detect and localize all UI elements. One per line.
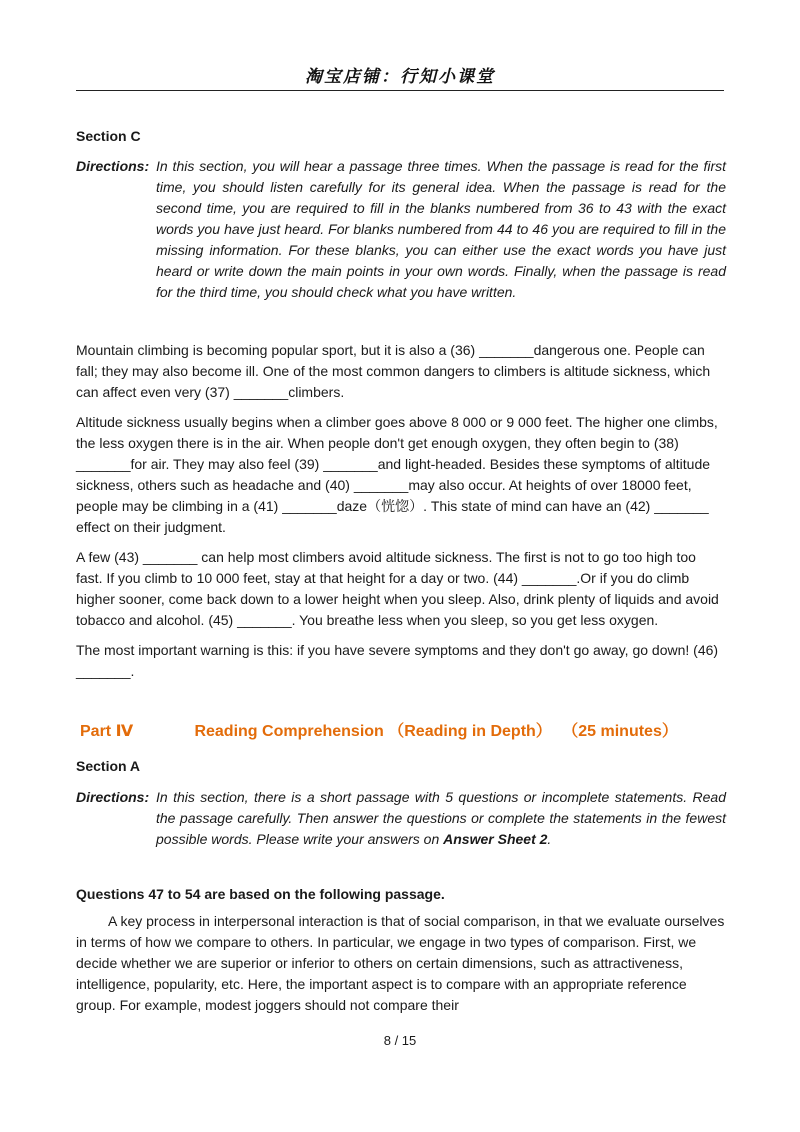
part-4-heading [80, 718, 678, 741]
part-title: Reading Comprehension （Reading in Depth） [194, 723, 552, 740]
reading-paragraph-1: A key process in interpersonal interaction is that of social comparison, in that we evaluate ourselves in terms of how we compare to others. In particular, we engage in two types of comparison. First, we decide whether we are superior or inferior to others on certain dimensions, such as attractiveness, intelligence, popularity, etc. Here, the important aspect is to compare with an appropriate reference group. For example, modest joggers should not compare their [76, 913, 725, 1013]
passage-paragraph-1: Mountain climbing is becoming popular sport, but it is also a (36) _______dangerous one. People can fall; they may also become ill. One of the most common dangers to climbers is altitude sickness, which can affect even very (37) _______climbers. [76, 342, 711, 400]
reading-passage [76, 886, 726, 1016]
directions-text [156, 787, 726, 850]
page-header-title: 淘宝店铺：行知小课堂 [305, 67, 495, 87]
part-label: Part Ⅳ [80, 723, 134, 740]
section-c-heading: Section C [76, 128, 141, 144]
directions-text: In this section, you will hear a passage three times. When the passage is read for the first time, you should listen carefully for its general idea. When the passage is read for the second time, you are required to fill in the blanks numbered from 36 to 43 with the exact words you have just heard. For blanks numbered from 44 to 46 you are required to fill in the missing information. For these blanks, you can either use the exact words you have just heard or write down the main points in your own words. Finally, when the passage is read for the third time, you should check what you have written. [156, 158, 726, 300]
directions-label: Directions: [76, 158, 150, 174]
section-c [76, 128, 726, 144]
passage-paragraph-2: Altitude sickness usually begins when a climber goes above 8 000 or 9 000 feet. The higher one climbs, the less oxygen there is in the air. When people don't get enough oxygen, they often begin to (38) _______for air. They may also feel (39) _______and light-headed. Besides these symptoms of altitude sickness, others such as headache and (40) _______may also occur. At heights of over 18000 feet, people may be climbing in a (41) _______daze（恍惚）. This state of mind can have an (42) _______ effect on their judgment. [76, 414, 718, 535]
header-divider [76, 90, 724, 91]
answer-sheet-ref: Answer Sheet 2 [443, 831, 548, 847]
section-c-directions [76, 156, 726, 303]
questions-heading: Questions 47 to 54 are based on the following passage. [76, 886, 445, 902]
section-a-heading: Section A [76, 758, 141, 774]
section-a [76, 758, 726, 774]
passage-paragraph-3: A few (43) _______ can help most climbers avoid altitude sickness. The first is not to go too high too fast. If you climb to 10 000 feet, stay at that height for a day or two. (44) _______.Or if you do climb higher sooner, come back down to a lower height when you sleep. Also, drink plenty of liquids and avoid tobacco and alcohol. (45) _______. You breathe less when you sleep, so you get less oxygen. [76, 549, 719, 628]
directions-text-main: In this section, there is a short passage with 5 questions or incomplete statements. Read the passage carefully. Then answer the questions or complete the statements in the fewest possible words. Please write your answers on [156, 789, 726, 847]
section-a-directions [76, 787, 726, 850]
listening-passage [76, 340, 726, 682]
directions-text-end: . [547, 831, 552, 847]
part-time: （25 minutes） [562, 723, 678, 740]
passage-paragraph-4: The most important warning is this: if you have severe symptoms and they don't go away, go down! (46) _______. [76, 642, 719, 679]
directions-label: Directions: [76, 789, 150, 805]
page-number: 8 / 15 [383, 1033, 417, 1048]
